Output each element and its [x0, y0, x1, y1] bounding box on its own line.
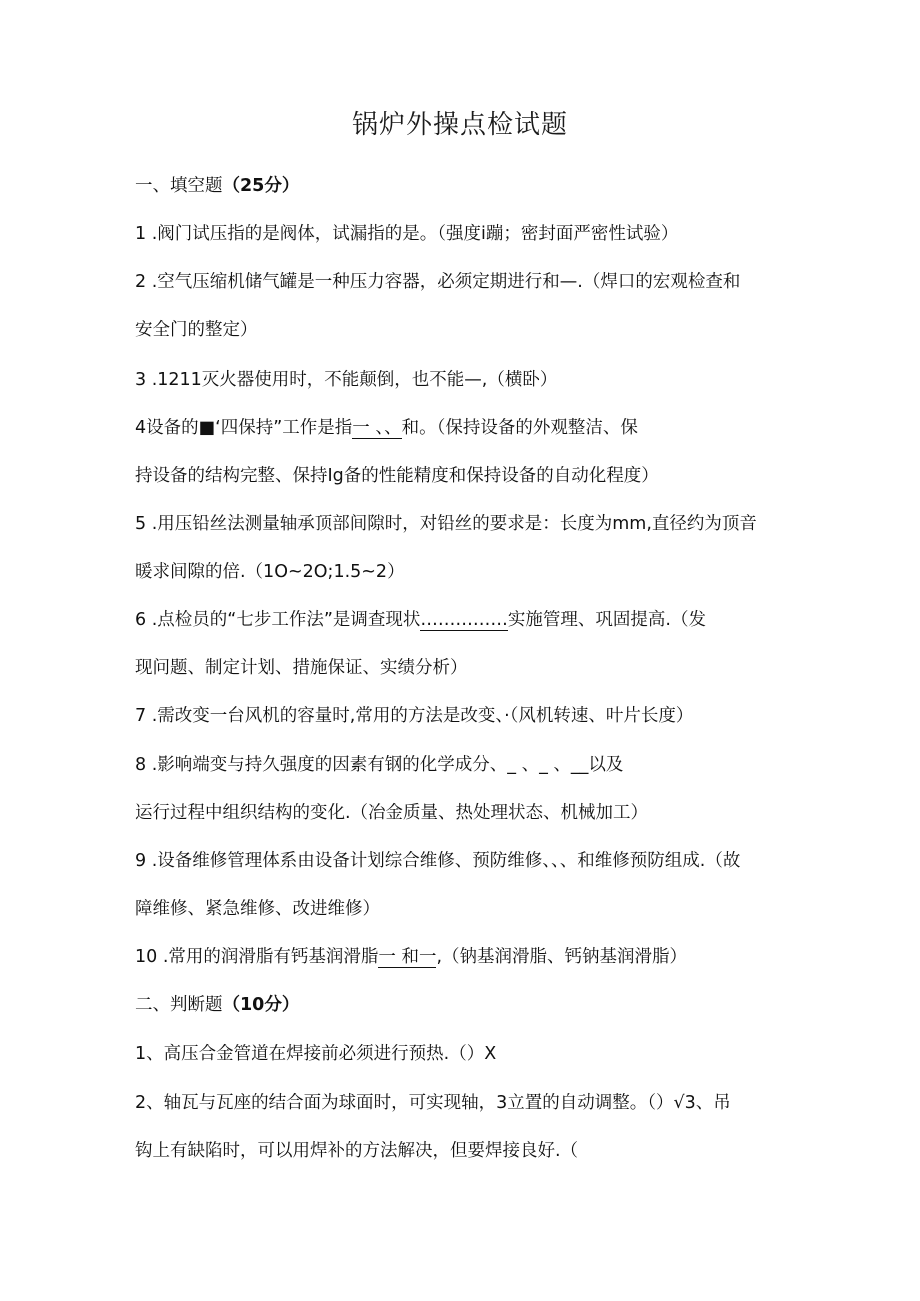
question-line: 安全门的整定） — [135, 320, 258, 340]
question-line: 钩上有缺陷时，可以用焊补的方法解决，但要焊接良好.（ — [135, 1141, 579, 1161]
answer-blank: …………… — [420, 610, 508, 630]
section-label: 二、判断题 — [135, 995, 223, 1015]
question-line: 障维修、紧急维修、改进维修） — [135, 899, 380, 919]
section-heading-fill-blank — [135, 172, 805, 200]
question-line: 运行过程中组织结构的变化.（冶金质量、热处理状态、机械加工） — [135, 803, 649, 823]
answer-blank: 一 、、 — [352, 418, 402, 438]
question-line — [135, 414, 805, 442]
section-score: （25分） — [222, 176, 300, 196]
question-text: 10 .常用的润滑脂有钙基润滑脂 — [135, 947, 379, 967]
section-score: （10分） — [222, 995, 300, 1015]
question-text: 6 .点检员的“七步工作法”是调查现状 — [135, 610, 421, 630]
section-label: 一、填空题 — [135, 176, 223, 196]
question-line: 1、高压合金管道在焊接前必须进行预热.（）X — [135, 1044, 497, 1064]
question-line: 2 .空气压缩机储气罐是一种压力容器，必须定期进行和—.（焊口的宏观检查和 — [135, 272, 741, 292]
question-line: 持设备的结构完整、保持Ig备的性能精度和保持设备的自动化程度） — [135, 466, 659, 486]
question-line: 9 .设备维修管理体系由设备计划综合维修、预防维修、、、和维修预防组成.（故 — [135, 851, 741, 871]
question-line: 暖求间隙的倍.（1O~2O;1.5~2） — [135, 562, 405, 582]
question-line: 2、轴瓦与瓦座的结合面为球面时，可实现轴，3立置的自动调整。（）√3、吊 — [135, 1093, 731, 1113]
document-title: 锅炉外操点检试题 — [351, 110, 568, 140]
question-text: 和。（保持设备的外观整洁、保 — [401, 418, 638, 438]
question-text: 4设备的■‘四保持”工作是指 — [135, 418, 353, 438]
question-line — [135, 943, 805, 971]
answer-blank: 一 和一 — [378, 947, 437, 967]
section-heading-true-false — [135, 991, 805, 1019]
question-line: 8 .影响端变与持久强度的因素有钢的化学成分、_ 、_ 、__以及 — [135, 755, 624, 775]
question-line: 现问题、制定计划、措施保证、实绩分析） — [135, 658, 468, 678]
question-line: 1 .阀门试压指的是阀体，试漏指的是。（强度i蹦；密封面严密性试验） — [135, 224, 679, 244]
question-text: 实施管理、巩固提高.（发 — [507, 610, 706, 630]
question-text: ,（钠基润滑脂、钙钠基润滑脂） — [436, 947, 688, 967]
question-line — [135, 606, 805, 634]
question-line: 7 .需改变一台风机的容量时,常用的方法是改变、·（风机转速、叶片长度） — [135, 706, 694, 726]
question-line: 5 .用压铅丝法测量轴承顶部间隙时，对铅丝的要求是：长度为mm,直径约为顶音 — [135, 514, 757, 534]
question-line: 3 .1211灭火器使用时，不能颠倒，也不能—,（横卧） — [135, 370, 558, 390]
